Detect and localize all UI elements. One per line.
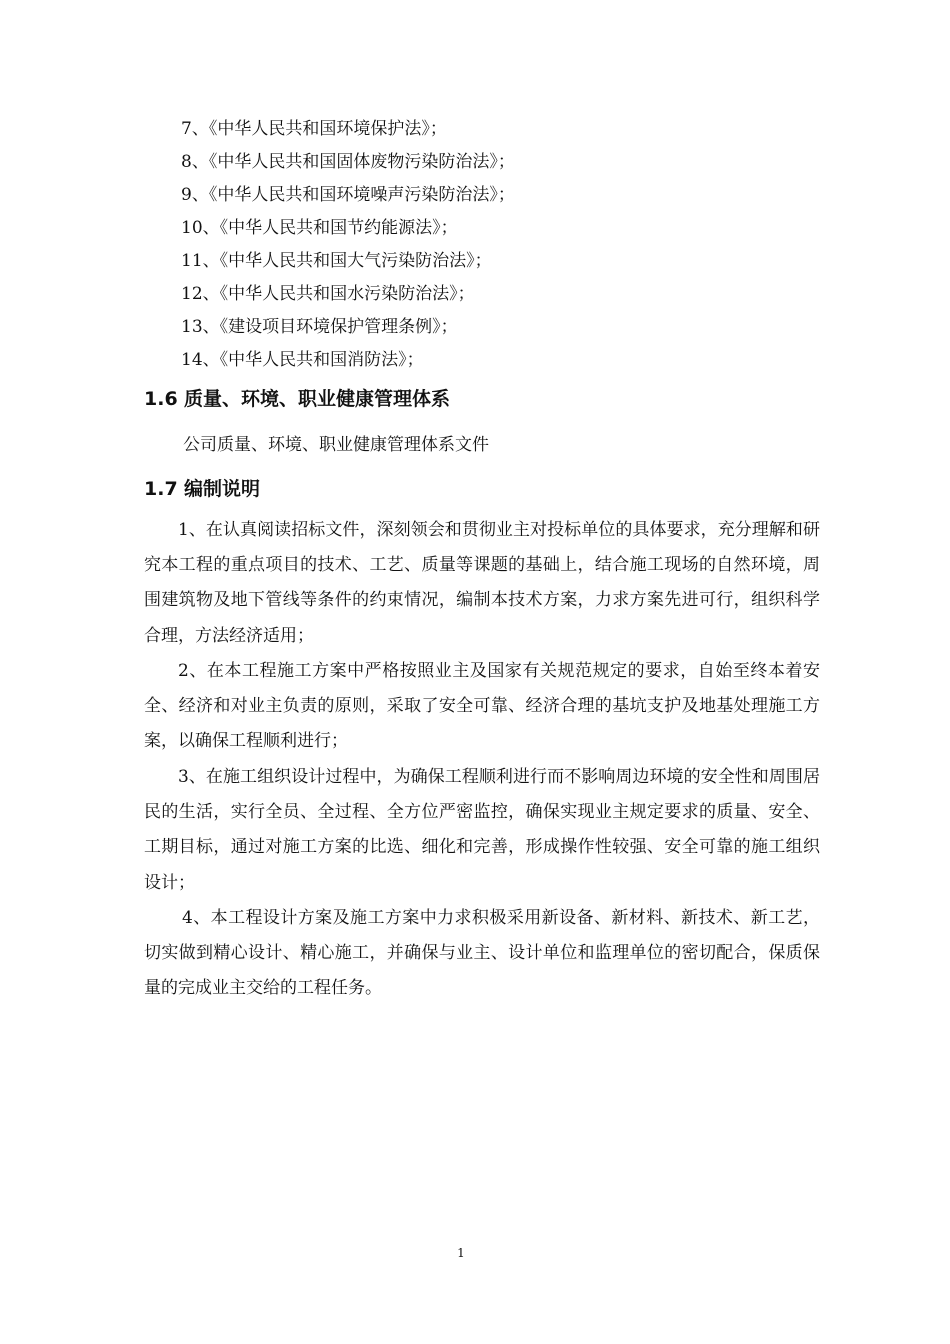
list-item: 9、《中华人民共和国环境噪声污染防治法》； — [181, 185, 515, 205]
list-item: 8、《中华人民共和国固体废物污染防治法》； — [181, 152, 515, 172]
list-item: 7、《中华人民共和国环境保护法》； — [181, 119, 447, 139]
page-number: 1 — [457, 1246, 465, 1260]
section-heading-1-7 — [144, 475, 260, 503]
paragraph: 1、在认真阅读招标文件，深刻领会和贯彻业主对投标单位的具体要求，充分理解和研究本工程的重点项目的技术、工艺、质量等课题的基础上，结合施工现场的自然环境，周围建筑物及地下管线等条件的约束情况，编制本技术方案，力求方案先进可行，组织科学合理，方法经济适用； — [144, 520, 820, 646]
section-number: 1.7 — [144, 478, 178, 500]
paragraph: 2、在本工程施工方案中严格按照业主及国家有关规范规定的要求，自始至终本着安全、经济和对业主负责的原则，采取了安全可靠、经济合理的基坑支护及地基处理施工方案，以确保工程顺利进行； — [144, 661, 820, 752]
section-heading-1-6 — [144, 385, 450, 413]
section-title: 质量、环境、职业健康管理体系 — [184, 388, 451, 410]
section-title: 编制说明 — [184, 478, 261, 500]
section-number: 1.6 — [144, 388, 178, 410]
paragraph: 4、本工程设计方案及施工方案中力求积极采用新设备、新材料、新技术、新工艺，切实做到精心设计、精心施工，并确保与业主、设计单位和监理单位的密切配合，保质保量的完成业主交给的工程任务。 — [144, 908, 820, 999]
paragraph: 3、在施工组织设计过程中，为确保工程顺利进行而不影响周边环境的安全性和周围居民的生活，实行全员、全过程、全方位严密监控，确保实现业主规定要求的质量、安全、工期目标，通过对施工方案的比选、细化和完善，形成操作性较强、安全可靠的施工组织设计； — [144, 767, 820, 893]
list-item: 13、《建设项目环境保护管理条例》； — [181, 317, 458, 337]
list-item: 12、《中华人民共和国水污染防治法》； — [181, 284, 475, 304]
section-body-text: 公司质量、环境、职业健康管理体系文件 — [183, 435, 489, 455]
law-list — [181, 113, 515, 377]
list-item: 14、《中华人民共和国消防法》； — [181, 350, 424, 370]
list-item: 11、《中华人民共和国大气污染防治法》； — [181, 251, 492, 271]
list-item: 10、《中华人民共和国节约能源法》； — [181, 218, 458, 238]
